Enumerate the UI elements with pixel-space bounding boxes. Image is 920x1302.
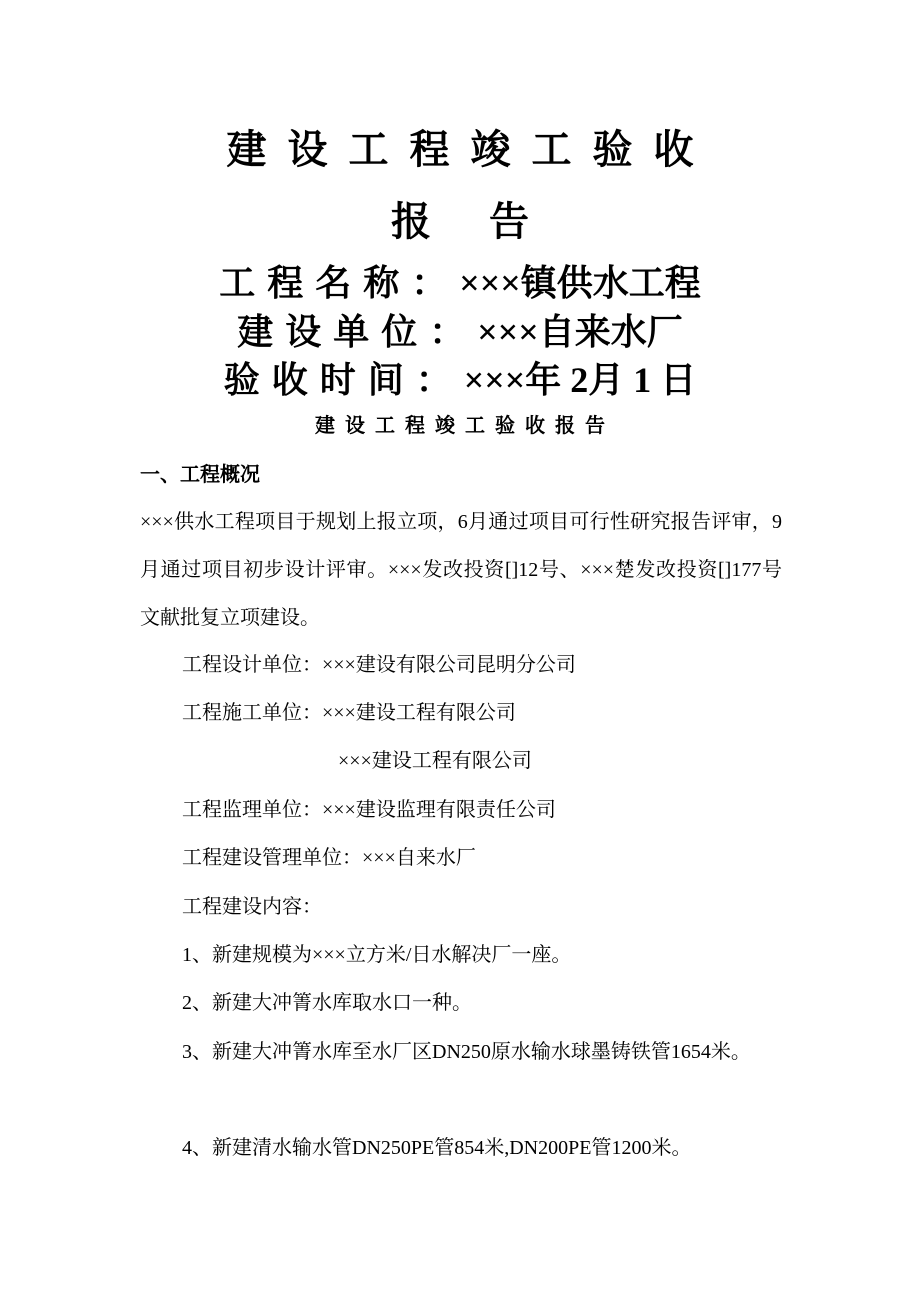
document-title-line-1: 建设工程竣工验收: [226, 127, 715, 172]
intro-paragraph: ×××供水工程项目于规划上报立项，6月通过项目可行性研究报告评审，9月通过项目初步设计评审。×××发改投资[]12号、×××楚发改投资[]177号文献批复立项建设。: [140, 511, 782, 629]
acceptance-time-label: 验收时间：: [223, 360, 464, 400]
design-unit-line: 工程设计单位：×××建设有限公司昆明分公司: [182, 654, 576, 676]
content-item-3: 3、新建大冲箐水库至水厂区DN250原水输水球墨铸铁管1654米。: [182, 1041, 751, 1063]
construction-unit-line: [182, 699, 516, 727]
section-heading: 一、工程概况: [140, 464, 260, 486]
construction-unit-value-1: ×××建设工程有限公司: [322, 702, 516, 724]
content-item-1: 1、新建规模为×××立方米/日水解决厂一座。: [182, 944, 572, 966]
project-name-label: 工程名称：: [219, 263, 460, 303]
construction-unit-value-2: ×××建设工程有限公司: [338, 750, 532, 772]
builder-value: ×××自来水厂: [477, 312, 683, 352]
supervision-unit-line: 工程监理单位：×××建设监理有限责任公司: [182, 799, 556, 821]
builder-label: 建设单位：: [237, 312, 478, 352]
report-title: 建设工程竣工验收报告: [315, 415, 615, 437]
acceptance-time-row: [0, 357, 920, 403]
acceptance-time-value: ×××年 2月 1 日: [463, 360, 697, 400]
project-name-value: ×××镇供水工程: [459, 263, 701, 303]
management-unit-line: 工程建设管理单位：×××自来水厂: [182, 847, 476, 869]
project-name-row: [0, 260, 920, 306]
builder-row: [0, 309, 920, 355]
construction-unit-label: 工程施工单位：: [182, 702, 322, 724]
content-item-4: 4、新建清水输水管DN250PE管854米,DN200PE管1200米。: [182, 1137, 692, 1159]
construction-content-label: 工程建设内容：: [182, 896, 322, 918]
content-item-2: 2、新建大冲箐水库取水口一种。: [182, 992, 472, 1014]
document-title-line-2: 报告: [391, 199, 587, 244]
